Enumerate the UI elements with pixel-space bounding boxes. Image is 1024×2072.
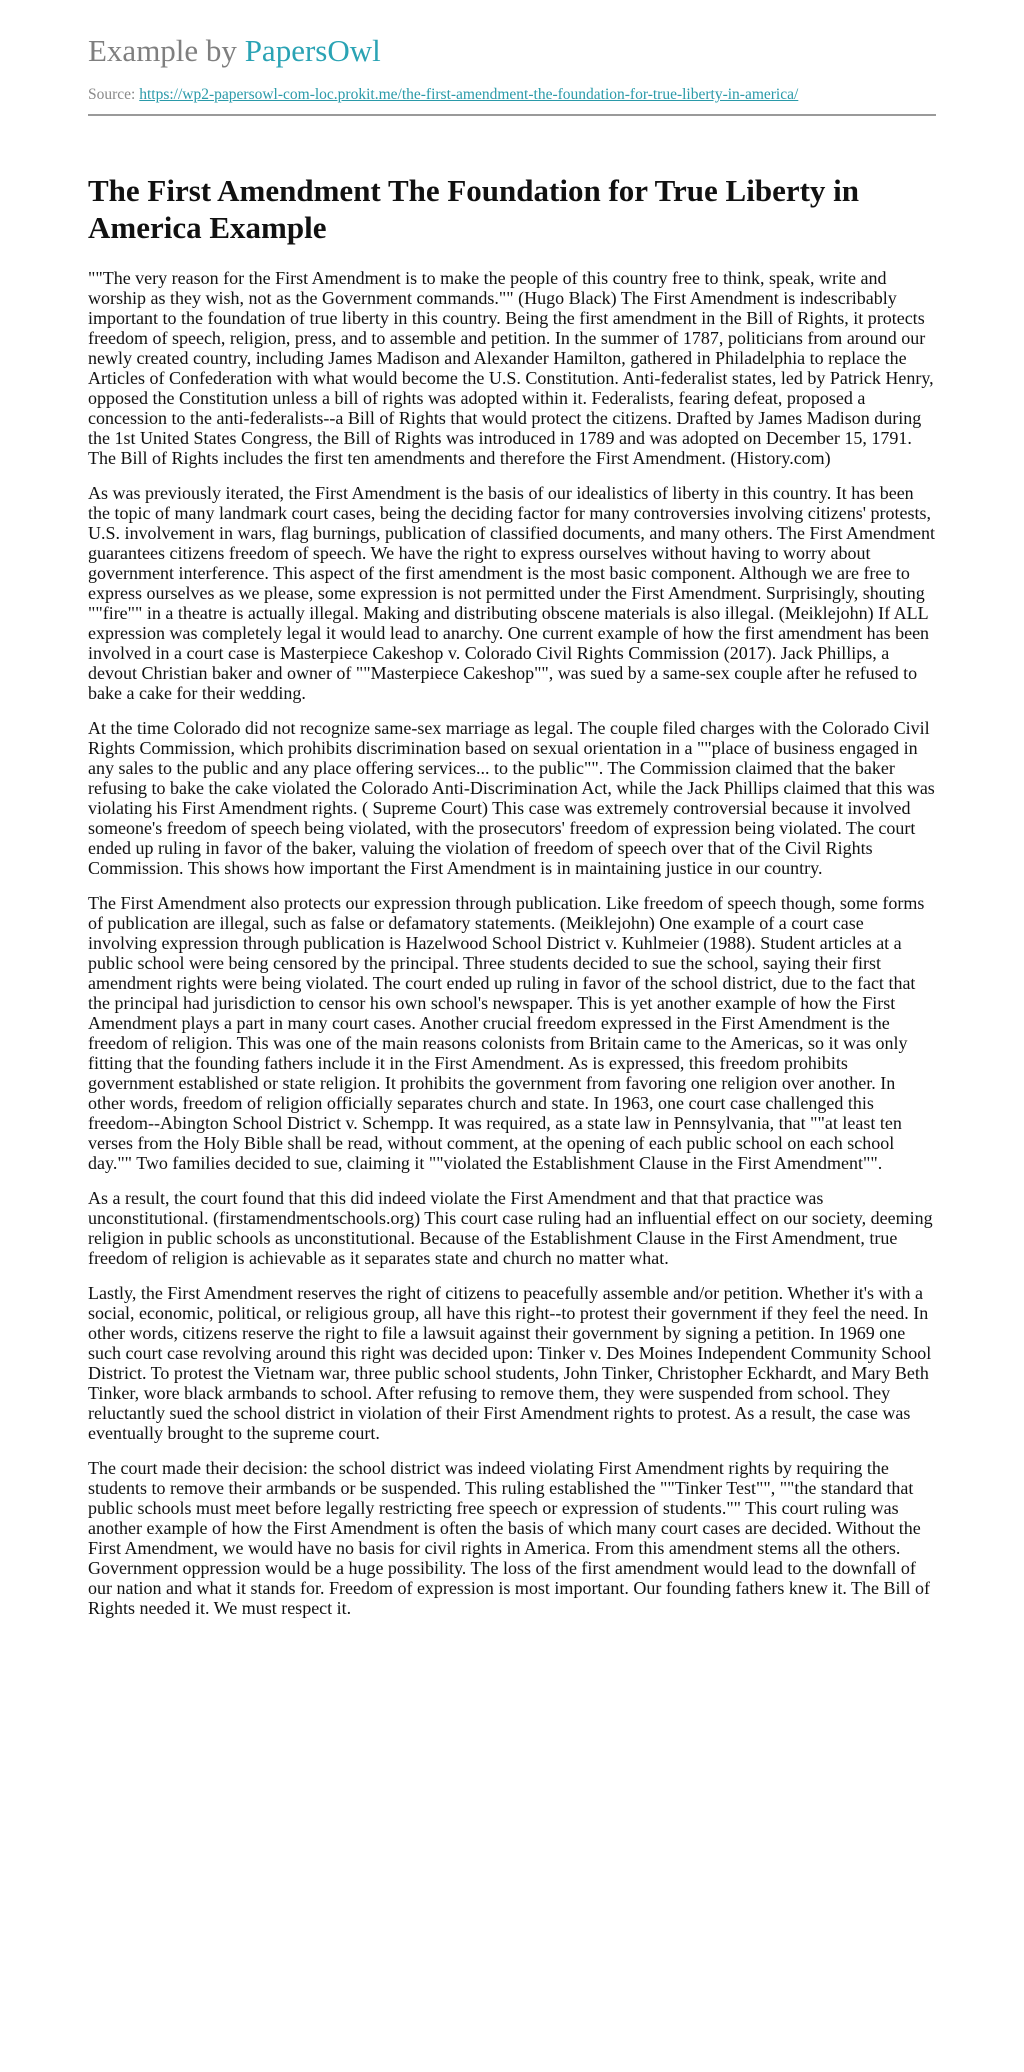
paragraph-3: At the time Colorado did not recognize same-sex marriage as legal. The couple filed charges with the Colorado Civil Rights Commission, which prohibits discrimination based on sexual orientation in a ""place of business engaged in any sales to the public and any place offering services... to the public"". The Commission claimed that the baker refusing to bake the cake violated the Colorado Anti-Discrimination Act, while the Jack Phillips claimed that this was violating his First Amendment rights. ( Supreme Court) This case was extremely controversial because it involved someone's freedom of speech being violated, with the prosecutors' freedom of expression being violated. The court ended up ruling in favor of the baker, valuing the violation of freedom of speech over that of the Civil Rights Commission. This shows how important the First Amendment is in maintaining justice in our country. [88, 718, 935, 878]
paragraph-7: The court made their decision: the school district was indeed violating First Amendment rights by requiring the students to remove their armbands or be suspended. This ruling established the ""Tinker Test"", ""the standard that public schools must meet before legally restricting free speech or expression of students."" This court ruling was another example of how the First Amendment is often the basis of which many court cases are decided. Without the First Amendment, we would have no basis for civil rights in America. From this amendment stems all the others. Government oppression would be a huge possibility. The loss of the first amendment would lead to the downfall of our nation and what it stands for. Freedom of expression is most important. Our founding fathers knew it. The Bill of Rights needed it. We must respect it. [88, 1458, 931, 1618]
paragraph-1: ""The very reason for the First Amendment is to make the people of this country free to think, speak, write and worship as they wish, not as the Government commands."" (Hugo Black) The First Amendment is indescribably important to the foundation of true liberty in this country. Being the first amendment in the Bill of Rights, it protects freedom of speech, religion, press, and to assemble and petition. In the summer of 1787, politicians from around our newly created country, including James Madison and Alexander Hamilton, gathered in Philadelphia to replace the Articles of Confederation with what would become the U.S. Constitution. Anti-federalist states, led by Patrick Henry, opposed the Constitution unless a bill of rights was adopted within it. Federalists, fearing defeat, proposed a concession to the anti-federalists--a Bill of Rights that would protect the citizens. Drafted by James Madison during the 1st United States Congress, the Bill of Rights was introduced in 1789 and was adopted on December 15, 1791. The Bill of Rights includes the first ten amendments and therefore the First Amendment. (History.com) [88, 268, 934, 468]
source-label: Source: [88, 86, 140, 103]
source-link[interactable]: https://wp2-papersowl-com-loc.prokit.me/the-first-amendment-the-foundation-for-true-liberty-in-america/ [139, 86, 799, 103]
article-title: The First Amendment The Foundation for True Liberty in America Example [88, 173, 860, 245]
paragraph-6: Lastly, the First Amendment reserves the right of citizens to peacefully assemble and/or petition. Whether it's with a social, economic, political, or religious group, all have this right--to protest their government if they feel the need. In other words, citizens reserve the right to file a lawsuit against their government by signing a petition. In 1969 one such court case revolving around this right was decided upon: Tinker v. Des Moines Independent Community School District. To protest the Vietnam war, three public school students, John Tinker, Christopher Eckhardt, and Mary Beth Tinker, wore black armbands to school. After refusing to remove them, they were suspended from school. They reluctantly sued the school district in violation of their First Amendment rights to protest. As a result, the case was eventually brought to the supreme court. [88, 1283, 932, 1443]
paragraph-2: As was previously iterated, the First Amendment is the basis of our idealistics of liberty in this country. It has been the topic of many landmark court cases, being the deciding factor for many controversies involving citizens' protests, U.S. involvement in wars, flag burnings, publication of classified documents, and many others. The First Amendment guarantees citizens freedom of speech. We have the right to express ourselves without having to worry about government interference. This aspect of the first amendment is the most basic component. Although we are free to express ourselves as we please, some expression is not permitted under the First Amendment. Surprisingly, shouting ""fire"" in a theatre is actually illegal. Making and distributing obscene materials is also illegal. (Meiklejohn) If ALL expression was completely legal it would lead to anarchy. One current example of how the first amendment has been involved in a court case is Masterpiece Cakeshop v. Colorado Civil Rights Commission (2017). Jack Phillips, a devout Christian baker and owner of ""Masterpiece Cakeshop"", was sued by a same-sex couple after he refused to bake a cake for their wedding. [88, 483, 936, 703]
brand-header [88, 34, 936, 68]
paragraph-4: The First Amendment also protects our expression through publication. Like freedom of speech though, some forms of publication are illegal, such as false or defamatory statements. (Meiklejohn) One example of a court case involving expression through publication is Hazelwood School District v. Kuhlmeier (1988). Student articles at a public school were being censored by the principal. Three students decided to sue the school, saying their first amendment rights were being violated. The court ended up ruling in favor of the school district, due to the fact that the principal had jurisdiction to censor his own school's newspaper. This is yet another example of how the First Amendment plays a part in many court cases. Another crucial freedom expressed in the First Amendment is the freedom of religion. This was one of the main reasons colonists from Britain came to the Americas, so it was only fitting that the founding fathers include it in the First Amendment. As is expressed, this freedom prohibits government established or state religion. It prohibits the government from favoring one religion over another. In other words, freedom of religion officially separates church and state. In 1963, one court case challenged this freedom--Abington School District v. Schempp. It was required, as a state law in Pennsylvania, that ""at least ten verses from the Holy Bible shall be read, without comment, at the opening of each public school on each school day."" Two families decided to sue, claiming it ""violated the Establishment Clause in the First Amendment"". [88, 893, 925, 1173]
header-divider [88, 114, 936, 116]
article-body [88, 268, 936, 1618]
document-page [88, 0, 936, 1633]
brand-prefix: Example by [88, 33, 245, 68]
paragraph-5: As a result, the court found that this did indeed violate the First Amendment and that that practice was unconstitutional. (firstamendmentschools.org) This court case ruling had an influential effect on our society, deeming religion in public schools as unconstitutional. Because of the Establishment Clause in the First Amendment, true freedom of religion is achievable as it separates state and church no matter what. [88, 1188, 933, 1268]
source-line [88, 86, 936, 104]
brand-name: PapersOwl [244, 33, 381, 68]
